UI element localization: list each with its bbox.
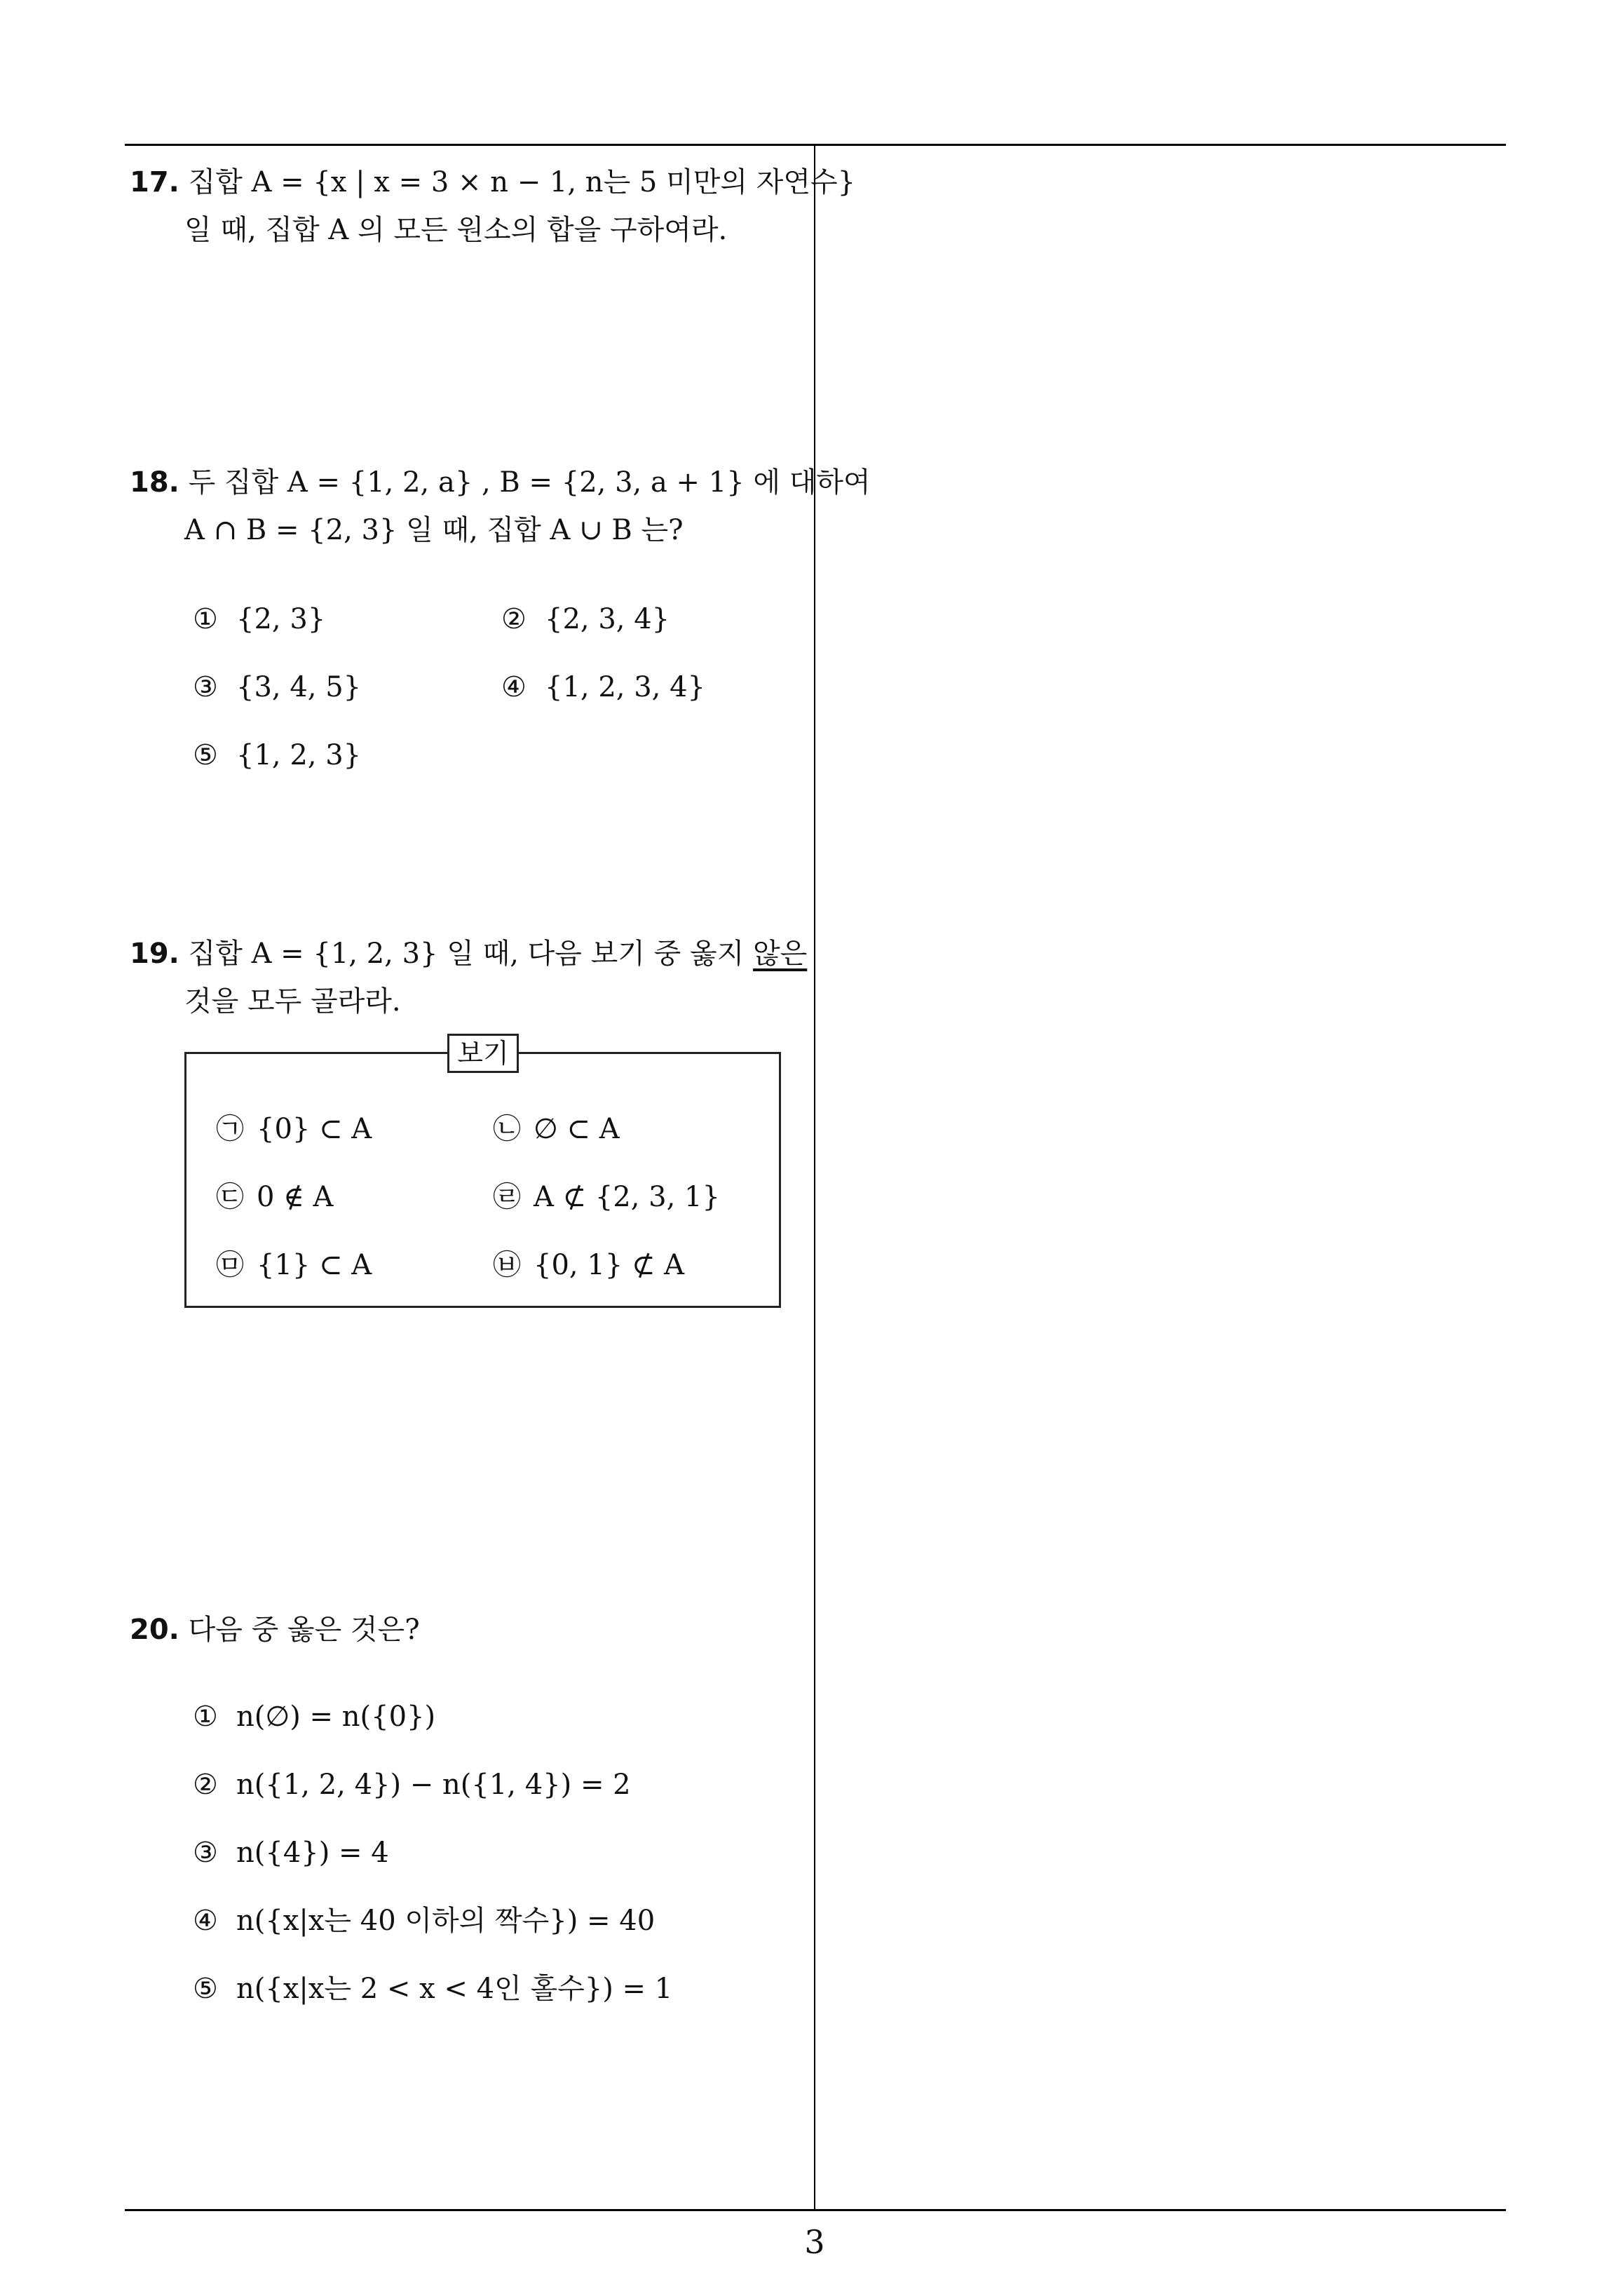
question-18-line-2: A ∩ B = {2, 3} 일 때, 집합 A ∪ B 는? [184, 514, 684, 546]
option-mark: ④ [193, 1905, 218, 1937]
question-text: 두 집합 A = {1, 2, a} , B = {2, 3, a + 1} 에 대하여 [188, 466, 871, 499]
answer-option-5[interactable] [193, 1971, 672, 2006]
option-mark: ⑤ [193, 1973, 218, 2005]
bogi-text: A ⊄ {2, 3, 1} [534, 1181, 720, 1213]
bogi-mark: ㉥ [493, 1249, 521, 1281]
underlined-word: 않은 [753, 938, 808, 970]
answer-option-1[interactable] [193, 602, 325, 637]
question-text: 집합 A = {x | x = 3 × n − 1, n는 5 미만의 자연수} [188, 166, 856, 198]
question-number: 18. [130, 466, 179, 499]
bogi-text: {0} ⊂ A [257, 1113, 372, 1145]
question-17-line-2: 일 때, 집합 A 의 모든 원소의 합을 구하여라. [184, 214, 728, 246]
option-mark: ① [193, 603, 218, 635]
option-text: {2, 3, 4} [545, 603, 670, 635]
question-19-line-1 [130, 930, 808, 978]
option-mark: ⑤ [193, 739, 218, 771]
option-mark: ④ [501, 671, 527, 703]
bogi-text: ∅ ⊂ A [534, 1113, 620, 1145]
bogi-mark: ㉢ [216, 1181, 244, 1213]
option-text: {3, 4, 5} [236, 671, 362, 703]
bogi-mark: ㉤ [216, 1249, 244, 1281]
answer-option-1[interactable] [193, 1699, 435, 1734]
option-text: n({4}) = 4 [236, 1837, 389, 1869]
answer-option-2[interactable] [193, 1767, 631, 1802]
bogi-text: {0, 1} ⊄ A [534, 1249, 685, 1281]
question-18-line-1 [130, 459, 871, 506]
question-20 [130, 1606, 803, 1654]
option-text: {1, 2, 3, 4} [545, 671, 705, 703]
question-17 [130, 158, 856, 254]
option-text: n(∅) = n({0}) [236, 1701, 436, 1733]
page-number: 3 [804, 2223, 825, 2261]
question-text: 다음 중 옳은 것은? [188, 1614, 420, 1646]
question-number: 20. [130, 1614, 179, 1646]
bogi-mark: ㉠ [216, 1113, 244, 1145]
question-number: 17. [130, 166, 179, 198]
question-17-line-1 [130, 158, 856, 206]
option-mark: ② [501, 603, 527, 635]
bogi-text: 0 ∉ A [257, 1181, 334, 1213]
bogi-item-3 [216, 1180, 333, 1215]
bogi-item-4 [493, 1180, 720, 1215]
question-18 [130, 459, 871, 554]
bogi-mark: ㉡ [493, 1113, 521, 1145]
option-mark: ① [193, 1701, 218, 1733]
option-text: {2, 3} [236, 603, 326, 635]
column-divider [814, 144, 815, 2210]
question-text: 집합 A = {1, 2, 3} 일 때, 다음 보기 중 옳지 [188, 938, 753, 970]
answer-option-3[interactable] [193, 1835, 389, 1870]
question-19 [130, 930, 808, 1025]
answer-option-2[interactable] [501, 602, 670, 637]
answer-option-4[interactable] [193, 1903, 655, 1938]
bogi-text: {1} ⊂ A [257, 1249, 372, 1281]
option-text: n({x|x는 2 < x < 4인 홀수}) = 1 [236, 1973, 673, 2005]
option-text: n({1, 2, 4}) − n({1, 4}) = 2 [236, 1769, 631, 1801]
option-text: n({x|x는 40 이하의 짝수}) = 40 [236, 1905, 656, 1937]
option-mark: ③ [193, 671, 218, 703]
question-number: 19. [130, 938, 179, 970]
answer-option-5[interactable] [193, 738, 361, 773]
bogi-item-2 [493, 1112, 620, 1147]
bogi-label: 보기 [447, 1034, 519, 1073]
top-rule [125, 144, 1506, 146]
bogi-item-5 [216, 1248, 372, 1283]
bogi-item-6 [493, 1248, 684, 1283]
answer-option-3[interactable] [193, 670, 361, 705]
option-mark: ③ [193, 1837, 218, 1869]
option-mark: ② [193, 1769, 218, 1801]
question-19-line-2: 것을 모두 골라라. [184, 985, 401, 1018]
answer-option-4[interactable] [501, 670, 705, 705]
option-text: {1, 2, 3} [236, 739, 362, 771]
question-20-line-1 [130, 1606, 803, 1654]
bottom-rule [125, 2209, 1506, 2211]
bogi-mark: ㉣ [493, 1181, 521, 1213]
bogi-item-1 [216, 1112, 372, 1147]
